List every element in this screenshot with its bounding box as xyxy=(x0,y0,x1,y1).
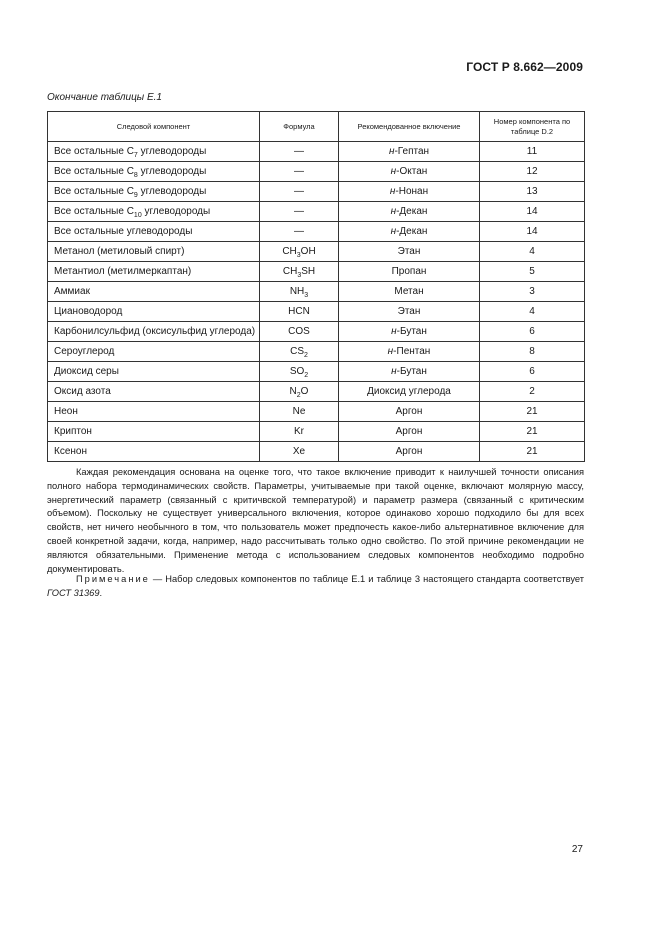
component-name: Все остальные С xyxy=(54,186,134,197)
formula-suffix: SH xyxy=(301,266,316,277)
number-cell: 14 xyxy=(480,222,585,242)
inclusion-cell xyxy=(339,242,480,262)
table-row xyxy=(48,222,585,242)
inclusion-cell xyxy=(339,362,480,382)
formula-subscript: 2 xyxy=(304,372,309,379)
table-row xyxy=(48,162,585,182)
inclusion-cell xyxy=(339,182,480,202)
component-suffix: углеводороды xyxy=(141,206,211,217)
inclusion-cell xyxy=(339,342,480,362)
table-row xyxy=(48,242,585,262)
inclusion-name: Аргон xyxy=(395,426,423,437)
component-suffix: углеводороды xyxy=(137,166,207,177)
formula-subscript: 3 xyxy=(297,272,302,279)
number-cell: 3 xyxy=(480,282,585,302)
note-text: — Набор следовых компонентов по таблице Е.1 и таблице 3 настоящего стандарта соответствует xyxy=(149,574,584,584)
inclusion-prefix: н xyxy=(389,186,396,197)
note-end: . xyxy=(99,587,103,598)
component-name: Аммиак xyxy=(54,286,90,297)
header-component: Следовой компонент xyxy=(48,112,260,142)
component-cell xyxy=(48,422,260,442)
inclusion-name: -Бутан xyxy=(396,326,427,337)
formula-main: NH xyxy=(289,286,305,297)
formula-cell xyxy=(260,302,339,322)
inclusion-prefix: н xyxy=(388,146,395,157)
component-cell xyxy=(48,182,260,202)
inclusion-name: -Гептан xyxy=(394,146,430,157)
formula-subscript: 3 xyxy=(296,252,301,259)
component-cell xyxy=(48,262,260,282)
table-row xyxy=(48,342,585,362)
formula-main: SO xyxy=(289,366,305,377)
table-row xyxy=(48,182,585,202)
inclusion-name: Диоксид углерода xyxy=(367,386,451,397)
number-cell: 4 xyxy=(480,242,585,262)
component-name: Оксид азота xyxy=(54,386,111,397)
formula-main: — xyxy=(294,186,304,197)
table-row xyxy=(48,142,585,162)
inclusion-prefix: н xyxy=(391,326,397,337)
header-number: Номер компонента по таблице D.2 xyxy=(480,112,585,142)
trace-components-table xyxy=(47,111,585,462)
table-header-row xyxy=(48,112,585,142)
inclusion-name: -Пентан xyxy=(393,346,431,357)
inclusion-cell xyxy=(339,302,480,322)
page-number: 27 xyxy=(571,844,583,855)
formula-main: CS xyxy=(290,346,304,357)
formula-cell xyxy=(260,162,339,182)
component-cell xyxy=(48,142,260,162)
formula-cell xyxy=(260,362,339,382)
formula-cell xyxy=(260,402,339,422)
inclusion-prefix: н xyxy=(390,226,397,237)
inclusion-cell xyxy=(339,262,480,282)
formula-cell xyxy=(260,422,339,442)
inclusion-prefix: н xyxy=(391,366,397,377)
formula-main: — xyxy=(294,206,304,217)
component-name: Сероуглерод xyxy=(54,346,115,357)
formula-cell xyxy=(260,142,339,162)
inclusion-name: Этан xyxy=(397,246,421,257)
inclusion-name: Метан xyxy=(394,286,424,297)
inclusion-cell xyxy=(339,402,480,422)
number-cell: 4 xyxy=(480,302,585,322)
inclusion-name: Аргон xyxy=(395,446,423,457)
formula-main: — xyxy=(294,166,304,177)
component-name: Криптон xyxy=(54,426,92,437)
component-subscript: 9 xyxy=(133,192,138,199)
component-cell xyxy=(48,322,260,342)
formula-cell xyxy=(260,322,339,342)
component-cell xyxy=(48,402,260,422)
component-cell xyxy=(48,162,260,182)
component-cell xyxy=(48,302,260,322)
number-cell: 8 xyxy=(480,342,585,362)
note-label: Примечание xyxy=(76,574,150,584)
formula-main: CH xyxy=(282,266,298,277)
component-name: Карбонилсульфид (оксисульфид углерода) xyxy=(54,326,256,337)
formula-subscript: 2 xyxy=(296,392,301,399)
component-name: Все остальные С xyxy=(54,206,134,217)
inclusion-cell xyxy=(339,382,480,402)
inclusion-name: -Бутан xyxy=(396,366,427,377)
inclusion-prefix: н xyxy=(387,346,394,357)
number-cell: 12 xyxy=(480,162,585,182)
component-subscript: 10 xyxy=(133,212,142,219)
table-row xyxy=(48,322,585,342)
formula-subscript: 3 xyxy=(304,292,309,299)
component-name: Циановодород xyxy=(54,306,123,317)
component-name: Ксенон xyxy=(54,446,87,457)
component-cell xyxy=(48,382,260,402)
formula-cell xyxy=(260,182,339,202)
component-subscript: 8 xyxy=(133,172,138,179)
table-row xyxy=(48,282,585,302)
component-cell xyxy=(48,442,260,462)
component-name: Все остальные углеводороды xyxy=(54,226,193,237)
component-suffix: углеводороды xyxy=(137,146,207,157)
formula-main: Ne xyxy=(292,406,306,417)
number-cell: 2 xyxy=(480,382,585,402)
number-cell: 21 xyxy=(480,422,585,442)
table-caption: Окончание таблицы Е.1 xyxy=(47,92,162,103)
formula-cell xyxy=(260,442,339,462)
header-formula: Формула xyxy=(260,112,339,142)
note-paragraph xyxy=(47,573,584,601)
formula-cell xyxy=(260,222,339,242)
component-name: Все остальные С xyxy=(54,166,134,177)
inclusion-cell xyxy=(339,282,480,302)
formula-main: Xe xyxy=(292,446,306,457)
component-cell xyxy=(48,202,260,222)
formula-main: N xyxy=(289,386,297,397)
table-row xyxy=(48,302,585,322)
table-row xyxy=(48,402,585,422)
number-cell: 14 xyxy=(480,202,585,222)
component-cell xyxy=(48,222,260,242)
component-name: Метантиол (метилмеркаптан) xyxy=(54,266,192,277)
component-cell xyxy=(48,242,260,262)
table-row xyxy=(48,382,585,402)
inclusion-cell xyxy=(339,202,480,222)
table-row xyxy=(48,262,585,282)
component-name: Все остальные С xyxy=(54,146,134,157)
table-row xyxy=(48,422,585,442)
header-recommended: Рекомендованное включение xyxy=(339,112,480,142)
number-cell: 21 xyxy=(480,402,585,422)
formula-main: — xyxy=(294,226,304,237)
formula-main: — xyxy=(294,146,304,157)
inclusion-cell xyxy=(339,422,480,442)
formula-cell xyxy=(260,202,339,222)
inclusion-name: Пропан xyxy=(391,266,427,277)
number-cell: 5 xyxy=(480,262,585,282)
component-cell xyxy=(48,362,260,382)
formula-main: Kr xyxy=(294,426,304,437)
number-cell: 6 xyxy=(480,362,585,382)
table-row xyxy=(48,202,585,222)
formula-cell xyxy=(260,242,339,262)
inclusion-name: Этан xyxy=(397,306,421,317)
inclusion-prefix: н xyxy=(390,166,397,177)
formula-main: HCN xyxy=(288,306,310,317)
component-name: Диоксид серы xyxy=(54,366,119,377)
standard-header: ГОСТ Р 8.662—2009 xyxy=(466,60,583,74)
inclusion-name: -Декан xyxy=(396,226,428,237)
component-cell xyxy=(48,282,260,302)
formula-subscript: 2 xyxy=(304,352,308,359)
number-cell: 13 xyxy=(480,182,585,202)
formula-main: COS xyxy=(288,326,310,337)
formula-main: CH xyxy=(282,246,297,257)
inclusion-cell xyxy=(339,322,480,342)
formula-cell xyxy=(260,282,339,302)
formula-cell xyxy=(260,262,339,282)
inclusion-cell xyxy=(339,222,480,242)
table-row xyxy=(48,362,585,382)
inclusion-name: -Нонан xyxy=(395,186,429,197)
inclusion-prefix: н xyxy=(390,206,397,217)
component-name: Метанол (метиловый спирт) xyxy=(54,246,185,257)
inclusion-name: -Декан xyxy=(396,206,428,217)
component-subscript: 7 xyxy=(133,152,138,159)
inclusion-name: Аргон xyxy=(395,406,423,417)
component-suffix: углеводороды xyxy=(137,186,207,197)
note-reference: ГОСТ 31369 xyxy=(47,587,100,598)
table-row xyxy=(48,442,585,462)
number-cell: 11 xyxy=(480,142,585,162)
inclusion-cell xyxy=(339,442,480,462)
number-cell: 21 xyxy=(480,442,585,462)
inclusion-name: -Октан xyxy=(396,166,428,177)
component-cell xyxy=(48,342,260,362)
formula-suffix: O xyxy=(300,386,309,397)
formula-suffix: OH xyxy=(300,246,316,257)
formula-cell xyxy=(260,382,339,402)
inclusion-cell xyxy=(339,142,480,162)
formula-cell xyxy=(260,342,339,362)
inclusion-cell xyxy=(339,162,480,182)
component-name: Неон xyxy=(54,406,78,417)
body-paragraph: Каждая рекомендация основана на оценке того, что такое включение приводит к наилучшей точности описания полного набора термодинамических свойств. Параметры, учитываемые при такой оценке, включают молярную массу, энергетический параметр (связанный с критичвской температурой) и параметр размера (связанный с критическим объемом). Поскольку не существует универсального включения, которое одинаково хорошо подходило бы для всех свойств, нет ничего необычного в том, что пользователь может предпочесть какое-либо альтернативное включение для своей конкретной задачи, когда, например, надо рассчитывать только одно свойство. По этой причине рекомендации не являются обязательными. Применение метода с использованием следовых компонентов необходимо подробно документировать. xyxy=(47,467,584,574)
number-cell: 6 xyxy=(480,322,585,342)
